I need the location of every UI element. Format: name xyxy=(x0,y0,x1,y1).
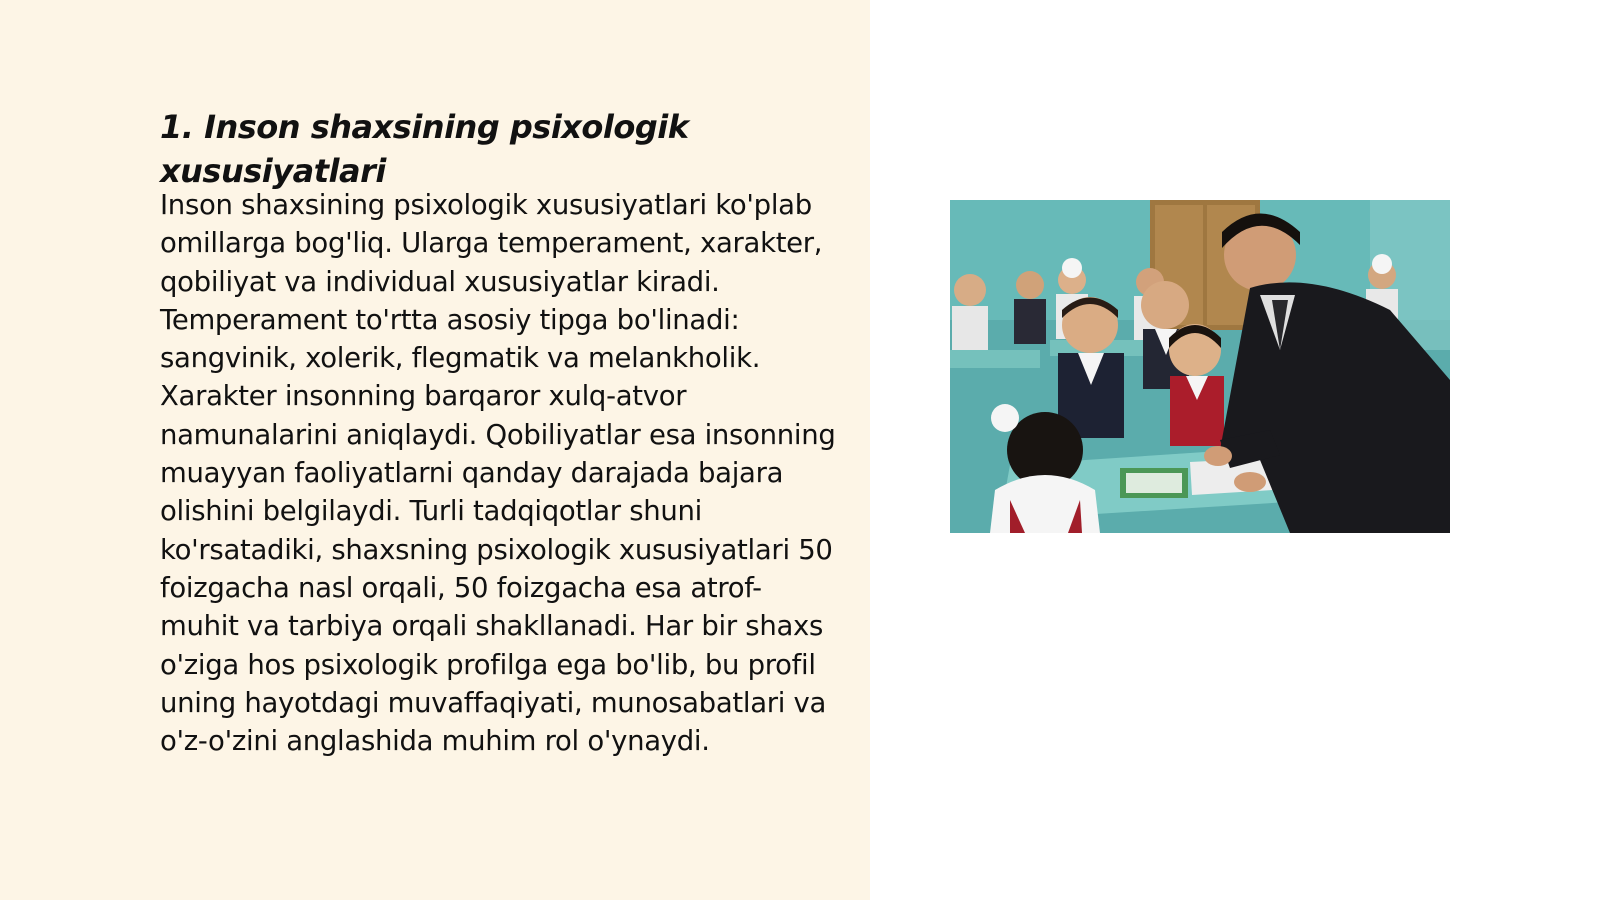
slide-title: 1. Inson shaxsining psixologik xususiyatlari xyxy=(160,108,689,190)
slide-body-text: Inson shaxsining psixologik xususiyatlari ko'plab omillarga bog'liq. Ularga temperament, xarakter, qobiliyat va individual xususiyatlar kiradi. Temperament to'rtta asosiy tipga bo'linadi: sangvinik, xolerik, flegmatik va melankholik. Xarakter insonning barqaror xulq-atvor namunalarini aniqlaydi. Qobiliyatlar esa insonning muayyan faoliyatlarni qanday darajada bajara olishini belgilaydi. Turli tadqiqotlar shuni ko'rsatadiki, shaxsning psixologik xususiyatlari 50 foizgacha nasl orqali, 50 foizgacha esa atrof-muhit va tarbiya orqali shakllanadi. Har bir shaxs o'ziga hos psixologik profilga ega bo'lib, bu profil uning hayotdagi muvaffaqiyati, munosabatlari va o'z-o'zini anglashida muhim rol o'ynaydi. xyxy=(160,189,836,758)
classroom-photo xyxy=(950,200,1450,533)
